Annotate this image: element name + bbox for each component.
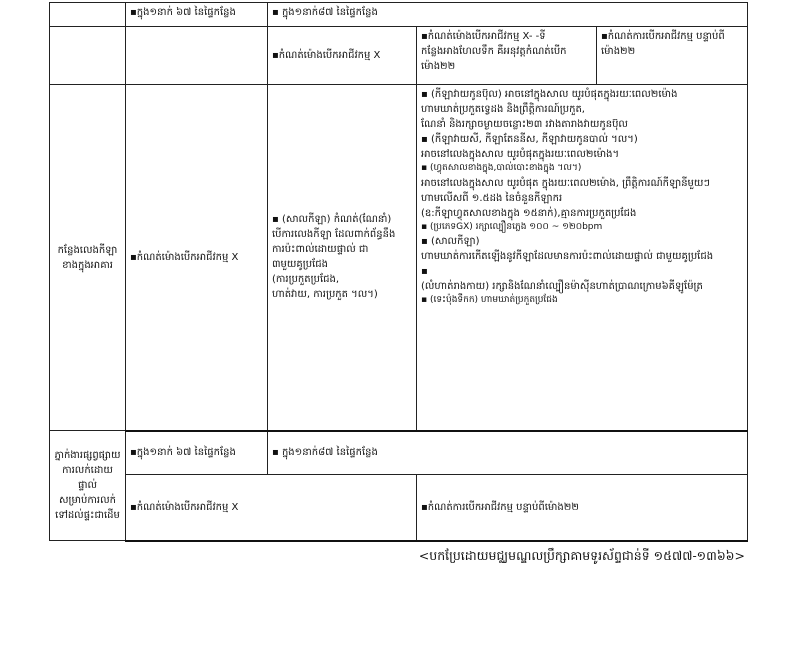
table-row	[50, 3, 748, 27]
table-cell	[268, 85, 417, 431]
table-cell: ▪កំណត់ការបើកអាជីវកម្ម បន្ទាប់ពីម៉ោង២២	[597, 27, 748, 85]
cell-line: (ការប្រកួតប្រជែង,	[272, 274, 339, 286]
table-cell: ▪កំណត់ម៉ោងបើកអាជីវកម្ម X	[268, 27, 417, 85]
table-cell-empty	[50, 3, 126, 27]
row-label	[50, 431, 126, 541]
table-row	[50, 475, 748, 541]
cell-line: ▪ (ទេះប៉ុងទឹកក) ហាមឃាត់ប្រកួតប្រជែង	[421, 295, 558, 305]
cell-line: ហាត់វាយ, ការប្រកួត ។ល។)	[272, 289, 378, 301]
regulation-table	[49, 2, 748, 542]
cell-line: ៣មួយគូប្រជែង	[272, 259, 328, 271]
cell-line: ▪	[421, 266, 428, 277]
table-cell: ▪ ក្នុង១នាក់៨៧ នៃផ្ទៃកន្លែង	[268, 3, 748, 27]
table-cell: ▪កំណត់ការបើកអាជីវកម្ម បន្ទាប់ពីម៉ោង២២	[417, 475, 748, 541]
label-line: ការលក់ដោយផ្ទាល់	[62, 465, 113, 491]
table-cell-empty	[50, 27, 126, 85]
table-cell: ▪ក្នុង១នាក់ ៦៧ នៃផ្ទៃកន្លែង	[126, 3, 268, 27]
cell-line: ណែនាំ និងរក្សាចម្ងាយចន្លោះ២៣ រវាងតារាងវាយកូនប៊ុល	[421, 119, 628, 130]
cell-line: ▪ (ហ្វុតសាលខាងក្នុង,បាល់បោះខាងក្នុង ។ល។)	[421, 163, 582, 173]
cell-line: ហាមឃាត់ប្រកួតទ្វេដង និងព្រឹត្តិការណ៍ប្រកួត,	[421, 104, 585, 115]
table-row	[50, 27, 748, 85]
cell-line: (ឧ:កីឡាហ្វុតសាលខាងក្នុង ១៥នាក់),គ្មានការប្រកួតប្រជែង	[421, 207, 637, 219]
table-row	[50, 85, 748, 431]
table-cell	[417, 85, 748, 431]
cell-line: ▪ (ប្រភេទGX) រក្សាល្បឿនភ្លេង ១០០ ~ ១២០bpm	[421, 221, 603, 232]
cell-line: ▪ (សាលកីឡា) កំណត់(ណែនាំ)	[272, 214, 392, 226]
table-cell: ▪កំណត់ម៉ោងបើកអាជីវកម្ម X- -ទីកន្លែងអាងហែលទឹក គឺអនុវត្តកំណត់បើកម៉ោង២២	[417, 27, 597, 85]
cell-line: អាចនៅលេងក្នុងសាល យូរបំផុតក្នុងរយៈពេល២ម៉ោង។	[421, 149, 620, 160]
translation-credit: <បកប្រែដោយមជ្ឈមណ្ឌលប្រឹក្សាគាមទូរស័ព្ទជាន់ទី ១៥៧៧-១៣៦៦>	[418, 548, 745, 563]
table-row	[50, 431, 748, 475]
row-label: កន្លែងលេងកីឡាខាងក្នុងអាគារ	[50, 85, 126, 431]
table-cell: ▪កំណត់ម៉ោងបើកអាជីវកម្ម X	[126, 85, 268, 431]
label-line: ភ្នាក់ងារផ្សព្វផ្សាយ	[54, 450, 121, 461]
cell-line: បើការលេងកីឡា ដែលពាក់ព័ន្ធនឹងការប៉ះពាល់ដោយផ្ទាល់ ជា	[272, 229, 396, 256]
table-cell: ▪ ក្នុង១នាក់៨៧ នៃផ្ទៃកន្លែង	[268, 431, 748, 475]
cell-line: ▪ (សាលកីឡា)	[421, 236, 480, 247]
cell-line: អាចនៅលេងក្នុងសាល យូរបំផុត ក្នុងរយៈពេល២ម៉ោង, ព្រឹត្តិការណ៍កីឡានីមួយៗ ហាមលើសពី ១.៥ដង នៃចំនួនកីឡាករ	[421, 177, 711, 204]
label-line: សម្រាប់ការលក់ទៅដល់ផ្ទះជាដើម	[55, 495, 120, 521]
cell-line: ▪ (កីឡាវាយសី, កីឡាតែននីស, កីឡាវាយកូនបាល់ ។ល។)	[421, 134, 638, 145]
table-cell: ▪ក្នុង១នាក់ ៦៧ នៃផ្ទៃកន្លែង	[126, 431, 268, 475]
cell-line: ▪ (កីឡាវាយកូនប៊ុល) អាចនៅក្នុងសាល យូរបំផុតក្នុងរយៈពេល២ម៉ោង	[421, 89, 678, 100]
table-cell: ▪កំណត់ម៉ោងបើកអាជីវកម្ម X	[126, 475, 417, 541]
cell-line: (លំហាត់រាងកាយ) រក្សានិងណែនាំល្បឿនម៉ាស៊ីនហាត់ប្រាណក្រោម៦គីឡូម៉ែត្រ	[421, 281, 703, 292]
cell-line: ហាមឃាត់ការកើតឡើងនូវកីឡាដែលមានការប៉ះពាល់ដោយផ្ទាល់ ជាមួយគូប្រជែង	[421, 251, 714, 262]
table-cell-empty	[126, 27, 268, 85]
